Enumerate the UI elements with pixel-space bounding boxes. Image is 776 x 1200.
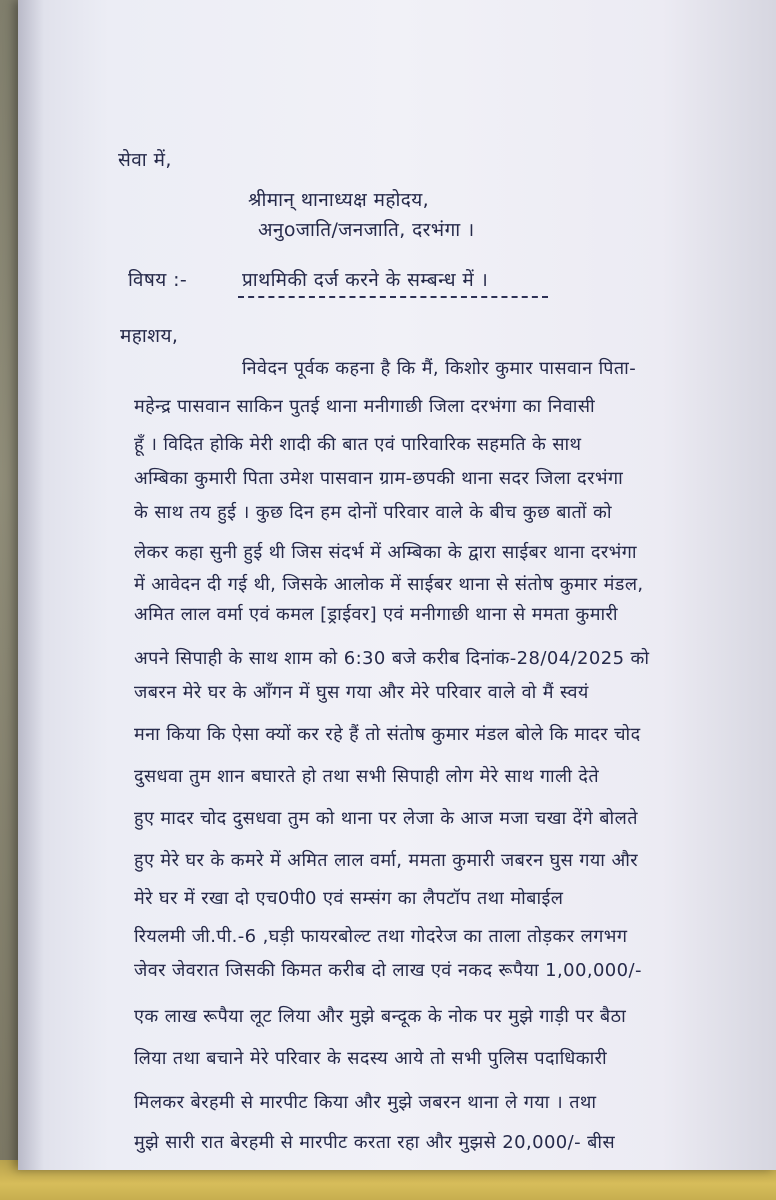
letter-sheet [18,0,776,1170]
body-line: निवेदन पूर्वक कहना है कि मैं, किशोर कुमार पासवान पिता- [242,358,637,379]
subject-label: विषय :- [128,269,188,291]
body-line: मिलकर बेरहमी से मारपीट किया और मुझे जबरन थाना ले गया । तथा [134,1092,597,1113]
body-line: महेन्द्र पासवान साकिन पुतई थाना मनीगाछी जिला दरभंगा का निवासी [134,396,596,417]
greeting: महाशय, [120,325,179,347]
subject-underline [238,296,548,298]
addressee-line-1: श्रीमान् थानाध्यक्ष महोदय, [248,189,430,211]
body-line: हुए मेरे घर के कमरे में अमित लाल वर्मा, ममता कुमारी जबरन घुस गया और [134,850,639,871]
body-line: अपने सिपाही के साथ शाम को 6:30 बजे करीब दिनांक-28/04/2025 को [134,648,650,669]
body-line: लिया तथा बचाने मेरे परिवार के सदस्य आये तो सभी पुलिस पदाधिकारी [134,1048,608,1069]
body-line: अम्बिका कुमारी पिता उमेश पासवान ग्राम-छपकी थाना सदर जिला दरभंगा [134,468,624,489]
body-line: एक लाख रूपैया लूट लिया और मुझे बन्दूक के नोक पर मुझे गाड़ी पर बैठा [134,1006,627,1027]
body-line: में आवेदन दी गई थी, जिसके आलोक में साईबर थाना से संतोष कुमार मंडल, [134,574,644,595]
body-line: के साथ तय हुई । कुछ दिन हम दोनों परिवार वाले के बीच कुछ बातों को [134,502,612,523]
paper-fold-shadow [18,0,44,1170]
salutation-to: सेवा में, [118,149,172,171]
body-line: लेकर कहा सुनी हुई थी जिस संदर्भ में अम्बिका के द्वारा साईबर थाना दरभंगा [134,542,637,563]
body-line: दुसधवा तुम शान बघारते हो तथा सभी सिपाही लोग मेरे साथ गाली देते [134,766,600,787]
subject-text: प्राथमिकी दर्ज करने के सम्बन्ध में । [242,269,489,291]
body-line: हूँ । विदित होकि मेरी शादी की बात एवं पारिवारिक सहमति के साथ [134,434,582,455]
body-line: मेरे घर में रखा दो एच0पी0 एवं सम्संग का लैपटॉप तथा मोबाईल [134,888,564,909]
body-line: अमित लाल वर्मा एवं कमल [ड्राईवर] एवं मनीगाछी थाना से ममता कुमारी [134,604,618,625]
addressee-line-2: अनुoजाति/जनजाति, दरभंगा । [258,219,475,241]
body-line: मुझे सारी रात बेरहमी से मारपीट करता रहा और मुझसे 20,000/- बीस [134,1132,616,1153]
body-line: मना किया कि ऐसा क्यों कर रहे हैं तो संतोष कुमार मंडल बोले कि मादर चोद [134,724,641,745]
body-line: रियलमी जी.पी.-6 ,घड़ी फायरबोल्ट तथा गोदरेज का ताला तोड़कर लगभग [134,926,628,947]
body-line: जबरन मेरे घर के आँगन में घुस गया और मेरे परिवार वाले वो मैं स्वयं [134,682,589,703]
body-line: हुए मादर चोद दुसधवा तुम को थाना पर लेजा के आज मजा चखा देंगे बोलते [134,808,638,829]
body-line: जेवर जेवरात जिसकी किमत करीब दो लाख एवं नकद रूपैया 1,00,000/- [134,960,642,981]
